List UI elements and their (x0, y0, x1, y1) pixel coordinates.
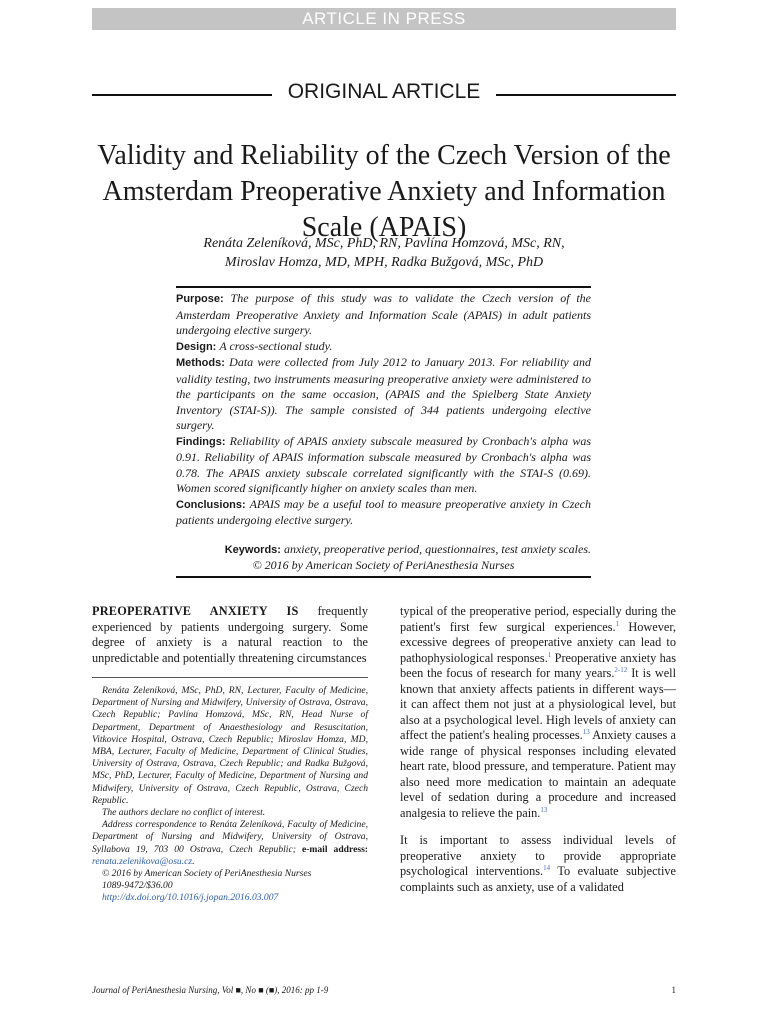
journal-name: Journal of PeriAnesthesia Nursing (92, 985, 218, 995)
lead-caps: PREOPERATIVE ANXIETY IS (92, 604, 299, 618)
text-run: It is well known that anxiety affects patients in different ways—it can affect them not just at a physiological level, but also at a psychological level. High levels of anxiety can affect the patient's healing processes. (400, 666, 676, 742)
footnote-issn: 1089-9472/$36.00 (102, 880, 173, 892)
text-run: Preoperative anxiety has been the focus of research for many years. (400, 650, 676, 680)
citation-ref[interactable]: 1 (615, 619, 620, 628)
citation-ref[interactable]: 1 (547, 650, 552, 659)
purpose-text: The purpose of this study was to validate the Czech version of the Amsterdam Preoperative Anxiety and Information Scale (APAIS) in adult patients undergoing elective surgery. (176, 291, 592, 337)
text-run: Anxiety causes a wide range of physical responses including elevated heart rate, blood pressure, and temperature. Patient may also need more medication to maintain an adequate level of sedation during a procedure and increased analgesia to relieve the pain. (400, 728, 676, 820)
design-label: Design: (176, 340, 217, 353)
correspondence-text: Address correspondence to Renáta Zeleníková, Faculty of Medicine, Department of Nursing and Midwifery, University of Ostrava, Syllabova 19, 703 00 Ostrava, Czech Republic; (92, 819, 368, 855)
page-number: 1 (671, 985, 676, 995)
text-run: It is important to assess individual levels of preoperative anxiety to provide appropriate psychological interventions. (400, 833, 676, 878)
citation-ref[interactable]: 13 (540, 805, 548, 814)
abstract-copyright: © 2016 by American Society of PeriAnesthesia Nurses (252, 558, 515, 572)
right-paragraph-2 (400, 833, 676, 895)
abstract (176, 291, 591, 529)
footnote-correspondence: Address correspondence to Renáta Zeleníková, Faculty of Medicine, Department of Nursing and Midwifery, University of Ostrava, Syllabova 19, 703 00 Ostrava, Czech Republic; e-mail address: renata.zelenikova@osu.cz. (92, 819, 368, 867)
left-column (92, 604, 368, 666)
text-run: To evaluate subjective complaints such as anxiety, use of a validated (400, 864, 676, 894)
section-rule-right (496, 94, 676, 96)
author-footnote (92, 685, 368, 905)
footnote-rule (92, 677, 368, 678)
methods-label: Methods: (176, 357, 225, 369)
section-label: ORIGINAL ARTICLE (287, 80, 481, 103)
abstract-bottom-rule (176, 576, 591, 578)
abstract-design (176, 339, 591, 356)
citation-ref[interactable]: 14 (543, 863, 551, 872)
keywords-line (225, 542, 591, 556)
design-text: A cross-sectional study. (219, 338, 333, 353)
keywords-block (176, 542, 591, 573)
authors-line-2: Miroslav Homza, MD, MPH, Radka Bužgová, MSc, PhD (224, 255, 544, 270)
email-link[interactable]: renata.zelenikova@osu.cz (92, 855, 193, 867)
article-in-press-banner: ARTICLE IN PRESS (92, 8, 676, 30)
conclusions-text: APAIS may be a useful tool to measure preoperative anxiety in Czech patients undergoing elective surgery. (176, 496, 592, 527)
citation-ref[interactable]: 2-12 (614, 665, 628, 674)
text-run: typical of the preoperative period, especially during the patient's first few surgical experiences. (400, 604, 676, 634)
conclusions-label: Conclusions: (176, 498, 246, 511)
authors-line-1: Renáta Zeleníková, MSc, PhD, RN, Pavlína Homzová, MSc, RN, (203, 236, 565, 251)
footnote-copyright: © 2016 by American Society of PeriAnesthesia Nurses (102, 868, 312, 880)
methods-text: Data were collected from July 2012 to January 2013. For reliability and validity testing, two instruments measuring preoperative anxiety were administered to the participants on the same occasion, (APAIS and the Spielberg State Anxiety Inventory (STAI-S)). The sample consisted of 344 patients undergoing elective surgery. (176, 355, 591, 432)
footnote-doi (92, 892, 368, 904)
right-paragraph-1 (400, 604, 676, 821)
text-run: However, excessive degrees of preoperative anxiety can lead to pathophysiological responses. (400, 619, 676, 665)
abstract-conclusions (176, 497, 591, 529)
doi-link[interactable]: http://dx.doi.org/10.1016/j.jopan.2016.03.007 (102, 892, 279, 904)
keywords-label: Keywords: (224, 544, 281, 556)
purpose-label: Purpose: (176, 293, 224, 305)
journal-citation: , Vol ■, No ■ (■), 2016: pp 1-9 (217, 985, 329, 995)
abstract-methods (176, 355, 591, 434)
findings-label: Findings: (176, 435, 226, 448)
citation-ref[interactable]: 13 (582, 727, 590, 736)
article-title: Validity and Reliability of the Czech Version of the Amsterdam Preoperative Anxiety and Information Scale (APAIS) (97, 140, 671, 243)
abstract-findings (176, 434, 591, 497)
author-list (92, 234, 676, 272)
findings-text: Reliability of APAIS anxiety subscale measured by Cronbach's alpha was 0.91. Reliability of APAIS information subscale measured by Cronbach's alpha was 0.78. The APAIS anxiety subscale correlated significantly with the STAI-S (0.69). Women scored significantly higher on anxiety scales than men. (176, 433, 592, 495)
footnote-conflict: The authors declare no conflict of interest. (102, 807, 266, 819)
keywords-text: anxiety, preoperative period, questionnaires, test anxiety scales. (283, 542, 591, 556)
lead-text: frequently experienced by patients undergoing surgery. Some degree of anxiety is a natural reaction to the unpredictable and potentially threatening circumstances (92, 604, 368, 665)
email-label: e-mail address: (301, 843, 368, 855)
section-header (92, 80, 676, 110)
abstract-purpose (176, 291, 591, 339)
footnote-affiliations: Renáta Zeleníková, MSc, PhD, RN, Lecturer, Faculty of Medicine, Department of Nursing and Midwifery, University of Ostrava, Ostrava, Czech Republic; Pavlína Homzová, MSc, RN, Head Nurse of Department, Department of Anaesthesiology and Resuscitation, Vitkovice Hospital, Ostrava, Czech Republic; Miroslav Homza, MD, MBA, Lecturer, Faculty of Medicine, Department of Clinical Studies, University of Ostrava, Ostrava, Czech Republic; and Radka Bužgová, MSc, PhD, Lecturer, Faculty of Medicine, Department of Nursing and Midwifery, University of Ostrava, Czech Republic, Ostrava, Czech Republic. (92, 685, 368, 806)
abstract-top-rule (176, 286, 591, 288)
intro-paragraph (92, 604, 368, 666)
page-footer (92, 985, 676, 995)
right-column (400, 604, 676, 895)
